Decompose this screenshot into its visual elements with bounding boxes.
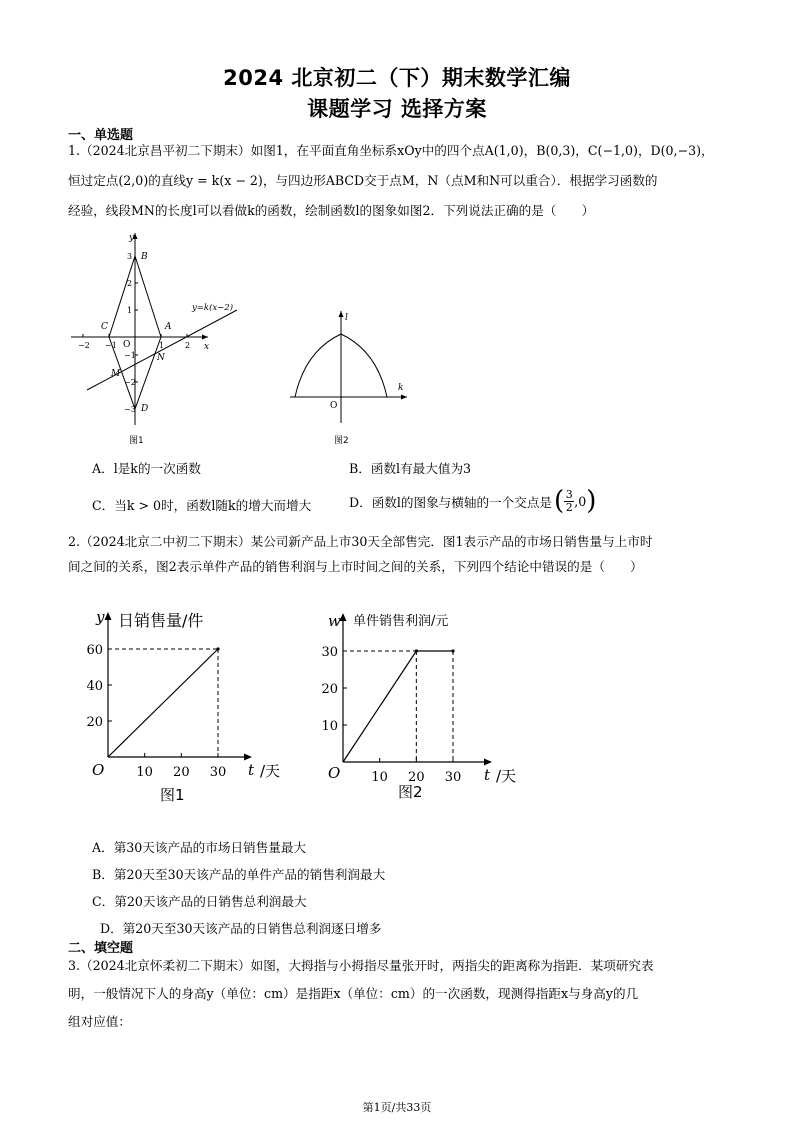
section-fill-blank: 二、填空题 xyxy=(68,941,134,956)
q3-text-line2: 明，一般情况下人的身高y（单位：cm）是指距x（单位：cm）的一次函数，现测得指距x与身高y的几 xyxy=(68,986,639,1001)
y-tick-label: 60 xyxy=(86,643,103,658)
fig1-ytick: 2 xyxy=(127,279,133,288)
q1-figure2 xyxy=(285,305,415,450)
q1-option-d-fraction xyxy=(564,489,574,514)
q2-chart1 xyxy=(80,600,280,810)
chart2-ylabel: w xyxy=(328,612,341,630)
y-tick-label: 30 xyxy=(321,645,338,660)
fig2-x-label: k xyxy=(398,383,404,393)
q1-option-a: A．l是k的一次函数 xyxy=(92,461,201,476)
fig1-point-m: M xyxy=(111,369,121,379)
fig1-xtick: 2 xyxy=(185,341,191,350)
x-tick-label: 20 xyxy=(173,765,190,780)
q2-option-b: B．第20天至30天该产品的单件产品的销售利润最大 xyxy=(92,867,386,882)
fig2-caption: 图2 xyxy=(334,436,349,446)
x-tick-label: 30 xyxy=(209,765,227,780)
chart2-xunit: /天 xyxy=(496,767,517,785)
fig1-point-n: N xyxy=(157,353,165,363)
fig1-point-d: D xyxy=(141,404,149,414)
fig1-xtick: −1 xyxy=(105,341,117,350)
q1-text-line3: 经验，线段MN的长度l可以看做k的函数，绘制函数l的图象如图2．下列说法正确的是（ ） xyxy=(68,203,595,218)
fig1-point-a: A xyxy=(165,322,172,332)
q2-text-line1: 2.（2024北京二中初二下期末）某公司新产品上市30天全部售完．图1表示产品的市场日销售量与上市时 xyxy=(68,534,653,549)
q1-option-d-tail: ,0 xyxy=(574,493,587,509)
fig1-point-c: C xyxy=(101,322,108,332)
page-title: 2024 北京初二（下）期末数学汇编 xyxy=(223,66,571,90)
q1-text-line1: 1.（2024北京昌平初二下期末）如图1，在平面直角坐标系xOy中的四个点A(1,0)，B(0,3)，C(−1,0)，D(0,−3)， xyxy=(68,143,714,158)
fig2-y-label: l xyxy=(345,313,348,323)
q1-option-c: C．当k > 0时，函数l随k的增大而增大 xyxy=(92,498,312,513)
x-tick-label: 20 xyxy=(408,770,425,785)
chart1-xlabel: t xyxy=(248,761,255,779)
y-tick-label: 40 xyxy=(86,679,103,694)
chart2-xlabel: t xyxy=(484,766,491,784)
q2-option-d: D．第20天至30天该产品的日销售总利润逐日增多 xyxy=(100,921,382,936)
fig1-origin: O xyxy=(123,340,131,350)
x-tick-label: 30 xyxy=(444,770,462,785)
fraction-denominator: 2 xyxy=(565,500,573,514)
q2-chart2 xyxy=(320,600,530,810)
fraction-numerator: 3 xyxy=(565,487,573,501)
page-subtitle: 课题学习 选择方案 xyxy=(307,97,487,121)
fig1-caption: 图1 xyxy=(129,436,144,446)
x-tick-label: 10 xyxy=(371,770,388,785)
q1-option-d: D．函数l的图象与横轴的一个交点是 ( 3 2 ,0 ) xyxy=(349,486,597,516)
fig1-ytick: 1 xyxy=(127,306,133,315)
fig1-ytick: −1 xyxy=(124,351,136,360)
fig1-line-label: y=k(x−2) xyxy=(192,303,234,313)
y-tick-label: 10 xyxy=(321,719,338,734)
fig1-ytick: −2 xyxy=(124,378,136,387)
chart2-origin: O xyxy=(328,764,341,782)
q2-option-a: A．第30天该产品的市场日销售量最大 xyxy=(92,840,307,855)
chart2-series-line xyxy=(343,651,453,762)
fig1-x-label: x xyxy=(204,342,210,352)
q2-text-line2: 间之间的关系，图2表示单件产品的销售利润与上市时间之间的关系，下列四个结论中错误的是（ ） xyxy=(68,559,643,574)
fig1-line-kx xyxy=(87,310,237,390)
q1-option-d-text: D．函数l的图象与横轴的一个交点是 xyxy=(349,494,553,510)
q3-text-line3: 组对应值： xyxy=(68,1014,131,1029)
chart1-series-line xyxy=(108,649,218,757)
q1-figure1 xyxy=(65,225,245,450)
q1-option-b: B．函数l有最大值为3 xyxy=(349,461,472,476)
fig1-y-label: y xyxy=(129,233,135,243)
q2-option-c: C．第20天该产品的日销售总利润最大 xyxy=(92,894,307,909)
fig1-ytick: 3 xyxy=(127,252,133,261)
y-tick-label: 20 xyxy=(321,682,338,697)
section-single-choice: 一、单选题 xyxy=(68,128,134,143)
y-tick-label: 20 xyxy=(86,715,103,730)
fig2-origin: O xyxy=(330,401,338,411)
chart1-xunit: /天 xyxy=(260,762,280,780)
chart2-title: 单件销售利润/元 xyxy=(353,614,449,629)
chart1-origin: O xyxy=(92,761,105,779)
chart2-caption: 图2 xyxy=(398,783,423,801)
chart1-title: 日销售量/件 xyxy=(118,611,204,630)
fig1-ytick: −3 xyxy=(124,405,136,414)
fig1-point-b: B xyxy=(141,252,148,262)
q3-text-line1: 3.（2024北京怀柔初二下期末）如图，大拇指与小拇指尽量张开时，两指尖的距离称为指距．某项研究表 xyxy=(68,958,654,973)
fig1-xtick: −2 xyxy=(78,341,90,350)
page-footer: 第1页/共33页 xyxy=(362,1101,432,1114)
fig1-xtick: 1 xyxy=(159,341,165,350)
x-tick-label: 10 xyxy=(136,765,153,780)
q1-text-line2: 恒过定点(2,0)的直线y = k(x − 2)，与四边形ABCD交于点M，N（点M和N可以重合）．根据学习函数的 xyxy=(68,173,658,188)
chart1-caption: 图1 xyxy=(160,786,185,804)
chart1-ylabel: y xyxy=(96,608,105,626)
